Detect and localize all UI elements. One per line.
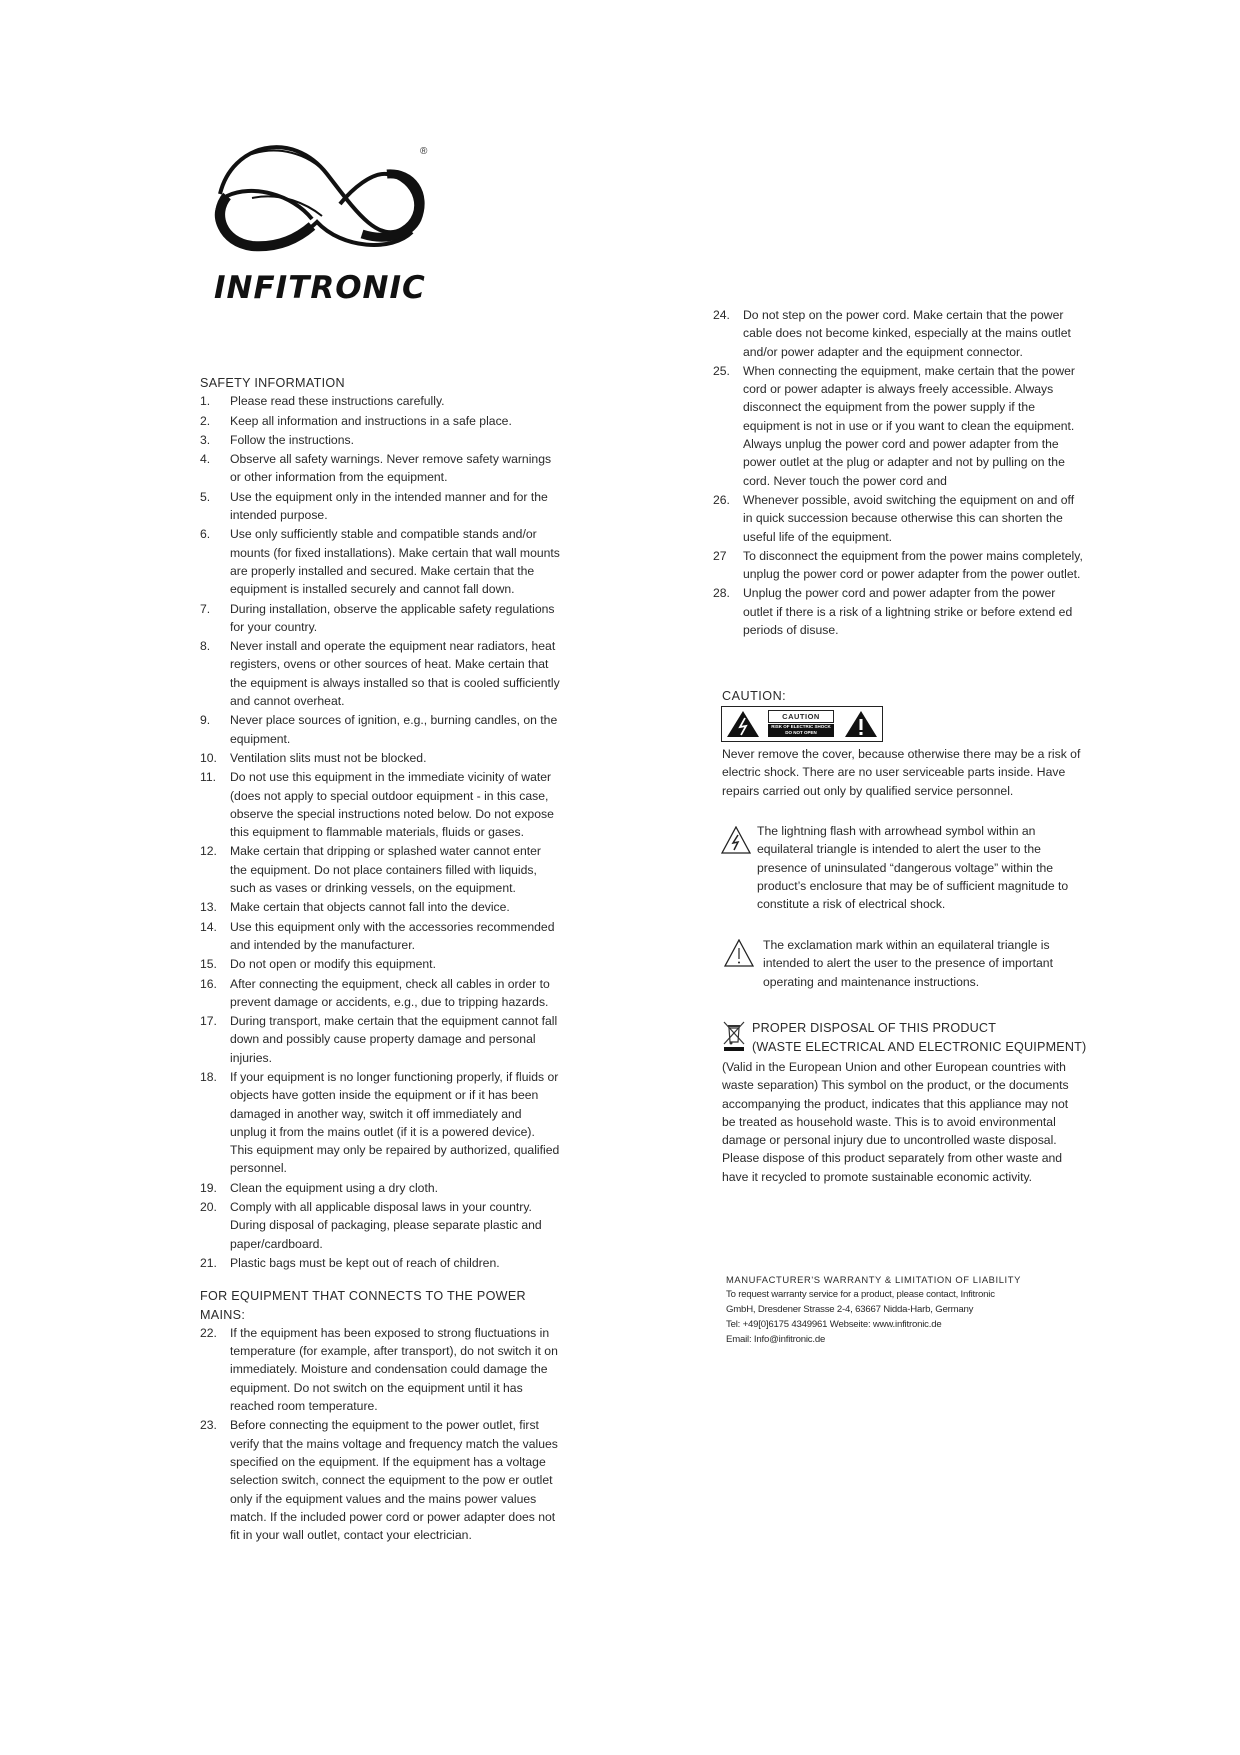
- list-item: [200, 955, 560, 973]
- item-text: Follow the instructions.: [230, 432, 354, 447]
- item-number: 1.: [200, 394, 211, 409]
- item-number: 13.: [200, 900, 217, 915]
- item-text: Make certain that dripping or splashed water cannot enter the equipment. Do not place containers filled with liquids, such as vases or drinking vessels, on the equipment.: [230, 844, 541, 896]
- item-text: To disconnect the equipment from the power mains completely, unplug the power cord or power adapter from the power outlet.: [743, 548, 1083, 582]
- item-number: 8.: [200, 639, 211, 654]
- item-number: 9.: [200, 713, 211, 728]
- item-text: Use only sufficiently stable and compatible stands and/or mounts (for fixed installations). Make certain that wall mounts are properly installed and secured. Make certain that the equipment is installed securely and cannot fall down.: [230, 527, 560, 597]
- mains-list-right: [713, 306, 1083, 639]
- safety-section-title: SAFETY INFORMATION: [200, 376, 345, 390]
- item-text: Use this equipment only with the accessories recommended and intended by the manufacturer.: [230, 919, 555, 952]
- item-text: Comply with all applicable disposal laws in your country. During disposal of packaging, please separate plastic and paper/cardboard.: [230, 1200, 542, 1251]
- list-item: [200, 488, 560, 525]
- lightning-warning-icon: [721, 826, 751, 854]
- list-item: [200, 637, 560, 710]
- disposal-text: (Valid in the European Union and other European countries with waste separation) This symbol on the product, or the documents accompanying the product, indicates that this appliance may not be treated as household waste. This is to avoid environmental damage or personal injury due to uncontrolled waste disposal. Please dispose of this product separately from other waste and have it recycled to promote sustainable economic activity.: [722, 1060, 1069, 1184]
- item-number: 5.: [200, 489, 211, 504]
- list-item: [200, 450, 560, 487]
- item-text: Plastic bags must be kept out of reach of children.: [230, 1255, 500, 1270]
- safety-information-column: [200, 374, 560, 1545]
- exclamation-triangle-icon: [844, 710, 878, 738]
- list-item: [200, 1254, 560, 1272]
- item-number: 17.: [200, 1014, 217, 1029]
- item-text: Ventilation slits must not be blocked.: [230, 750, 427, 765]
- brand-wordmark: INFITRONIC: [214, 270, 426, 306]
- caution-label: [721, 706, 883, 742]
- warranty-address: GmbH, Dresdener Strasse 2-4, 63667 Nidda-Harb, Germany: [726, 1304, 974, 1315]
- warranty-phone-website: Tel: +49[0]6175 4349961 Webseite: www.infitronic.de: [726, 1319, 942, 1330]
- caution-plate-line-1: RISK OF ELECTRIC SHOCK: [771, 724, 831, 729]
- list-item: [200, 918, 560, 955]
- list-item: [200, 525, 560, 598]
- item-number: 2.: [200, 413, 211, 428]
- item-number: 16.: [200, 976, 217, 991]
- item-text: After connecting the equipment, check all cables in order to prevent damage or accidents, e.g., due to tripping hazards.: [230, 976, 550, 1009]
- disposal-subtitle: (WASTE ELECTRICAL AND ELECTRONIC EQUIPMENT): [752, 1040, 1087, 1054]
- item-number: 15.: [200, 957, 217, 972]
- list-item: [200, 431, 560, 449]
- item-number: 7.: [200, 601, 211, 616]
- disposal-heading: [752, 1019, 1086, 1057]
- list-item: [200, 1198, 560, 1253]
- warranty-block: [726, 1272, 1056, 1347]
- mains-section-title: FOR EQUIPMENT THAT CONNECTS TO THE POWER MAINS:: [200, 1289, 526, 1322]
- item-number: 25.: [713, 363, 730, 378]
- caution-plate-title: CAUTION: [768, 710, 834, 723]
- list-item: [200, 1012, 560, 1067]
- list-item: [200, 1416, 560, 1544]
- item-number: 22.: [200, 1325, 217, 1340]
- exclamation-symbol-text: The exclamation mark within an equilateral triangle is intended to alert the user to the presence of important operating and maintenance instructions.: [763, 938, 1053, 989]
- list-item: [200, 711, 560, 748]
- item-number: 6.: [200, 527, 211, 542]
- list-item: [200, 842, 560, 897]
- item-number: 23.: [200, 1418, 217, 1433]
- item-text: Do not open or modify this equipment.: [230, 957, 436, 972]
- list-item: [200, 600, 560, 637]
- warranty-email: Email: Info@infitronic.de: [726, 1334, 826, 1345]
- weee-crossed-bin-icon: [722, 1020, 746, 1052]
- item-number: 10.: [200, 750, 217, 765]
- item-text: Whenever possible, avoid switching the equipment on and off in quick succession because otherwise this can shorten the useful life of the equipment.: [743, 492, 1075, 544]
- item-text: Do not step on the power cord. Make certain that the power cable does not become kinked, especially at the mains outlet and/or power adapter and the equipment connector.: [743, 308, 1071, 359]
- list-item: [200, 412, 560, 430]
- caution-title: CAUTION:: [722, 689, 787, 703]
- item-number: 24.: [713, 308, 730, 322]
- item-number: 14.: [200, 919, 217, 934]
- warranty-title: MANUFACTURER'S WARRANTY & LIMITATION OF LIABILITY: [726, 1274, 1021, 1285]
- item-text: Make certain that objects cannot fall into the device.: [230, 900, 510, 915]
- registered-mark: ®: [420, 146, 428, 157]
- item-text: Clean the equipment using a dry cloth.: [230, 1180, 438, 1195]
- item-text: If the equipment has been exposed to strong fluctuations in temperature (for example, after transport), do not switch it on immediately. Moisture and condensation could damage the equipment. Do not switch on the equipment until it has reached room temperature.: [230, 1325, 558, 1414]
- item-number: 20.: [200, 1200, 217, 1215]
- safety-list: [200, 392, 560, 1272]
- list-item: [200, 898, 560, 916]
- lightning-symbol-text: The lightning flash with arrowhead symbol within an equilateral triangle is intended to alert the user to the presence of uninsulated “dangerous voltage” within the product’s enclosure that may be of sufficient magnitude to constitute a risk of electrical shock.: [757, 824, 1069, 912]
- item-number: 4.: [200, 452, 211, 467]
- item-number: 19.: [200, 1180, 217, 1195]
- list-item: [200, 392, 560, 410]
- list-item: [713, 306, 1083, 361]
- list-item: [200, 1324, 560, 1415]
- list-item: [200, 749, 560, 767]
- item-number: 28.: [713, 586, 730, 601]
- item-number: 21.: [200, 1255, 217, 1270]
- item-text: Never place sources of ignition, e.g., burning candles, on the equipment.: [230, 713, 558, 746]
- item-number: 27: [713, 548, 727, 563]
- list-item: [713, 362, 1083, 490]
- disposal-title: PROPER DISPOSAL OF THIS PRODUCT: [752, 1021, 997, 1035]
- item-text: Never install and operate the equipment near radiators, heat registers, ovens or other sources of heat. Make certain that the equipment is always installed so that is cooled sufficiently and cannot overheat.: [230, 639, 560, 709]
- item-text: During transport, make certain that the equipment cannot fall down and possibly cause property damage and personal injuries.: [230, 1014, 558, 1065]
- item-number: 18.: [200, 1069, 217, 1084]
- item-number: 3.: [200, 432, 211, 447]
- lightning-triangle-icon: [726, 710, 760, 738]
- exclamation-warning-icon: [724, 939, 754, 967]
- item-number: 11.: [200, 770, 217, 785]
- item-text: When connecting the equipment, make certain that the power cord or power adapter is always freely accessible. Always disconnect the equipment from the power supply if the equipment is not in use or if you want to clean the equipment. Always unplug the power cord and power adapter from the power outlet at the plug or adapter and not by pulling on the cord. Never touch the power cord and: [743, 363, 1075, 488]
- caution-plate-warning: [768, 724, 834, 737]
- caution-plate-line-2: DO NOT OPEN: [785, 730, 817, 735]
- list-item: [713, 547, 1083, 584]
- item-number: 26.: [713, 492, 730, 507]
- item-text: During installation, observe the applicable safety regulations for your country.: [230, 601, 555, 634]
- item-text: Use the equipment only in the intended manner and for the intended purpose.: [230, 489, 548, 523]
- list-item: [200, 1179, 560, 1197]
- caution-plate: [768, 710, 834, 737]
- list-item: [200, 975, 560, 1012]
- item-number: 12.: [200, 844, 217, 859]
- list-item: [200, 1068, 560, 1178]
- mains-list-left: [200, 1324, 560, 1545]
- mains-continued-column: [713, 306, 1083, 640]
- list-item: [200, 768, 560, 841]
- item-text: Observe all safety warnings. Never remove safety warnings or other information from the equipment.: [230, 452, 552, 485]
- item-text: Unplug the power cord and power adapter from the power outlet if there is a risk of a lightning strike or before extend ed periods of disuse.: [743, 586, 1073, 638]
- item-text: If your equipment is no longer functioning properly, if fluids or objects have gotten inside the equipment or if it has been damaged in another way, switch it off immediately and unplug it from the mains outlet (if it is a powered device). This equipment may only be repaired by authorized, qualified personnel.: [230, 1069, 560, 1176]
- list-item: [713, 491, 1083, 546]
- item-text: Before connecting the equipment to the power outlet, first verify that the mains voltage and frequency match the values specified on the equipment. If the equipment has a voltage selection switch, connect the equipment to the pow er outlet only if the equipment values and the mains power values match. If the included power cord or power adapter does not fit in your wall outlet, contact your electrician.: [230, 1418, 558, 1543]
- item-text: Please read these instructions carefully.: [230, 394, 445, 409]
- item-text: Keep all information and instructions in a safe place.: [230, 413, 512, 428]
- item-text: Do not use this equipment in the immediate vicinity of water (does not apply to special outdoor equipment - in this case, observe the special instructions noted below. Do not expose this equipment to flammable materials, fluids or gases.: [230, 770, 554, 840]
- list-item: [713, 584, 1083, 639]
- warranty-contact-line: To request warranty service for a product, please contact, Infitronic: [726, 1289, 995, 1300]
- cover-warning-text: Never remove the cover, because otherwise there may be a risk of electric shock. There are no user serviceable parts inside. Have repairs carried out only by qualified service personnel.: [722, 747, 1081, 798]
